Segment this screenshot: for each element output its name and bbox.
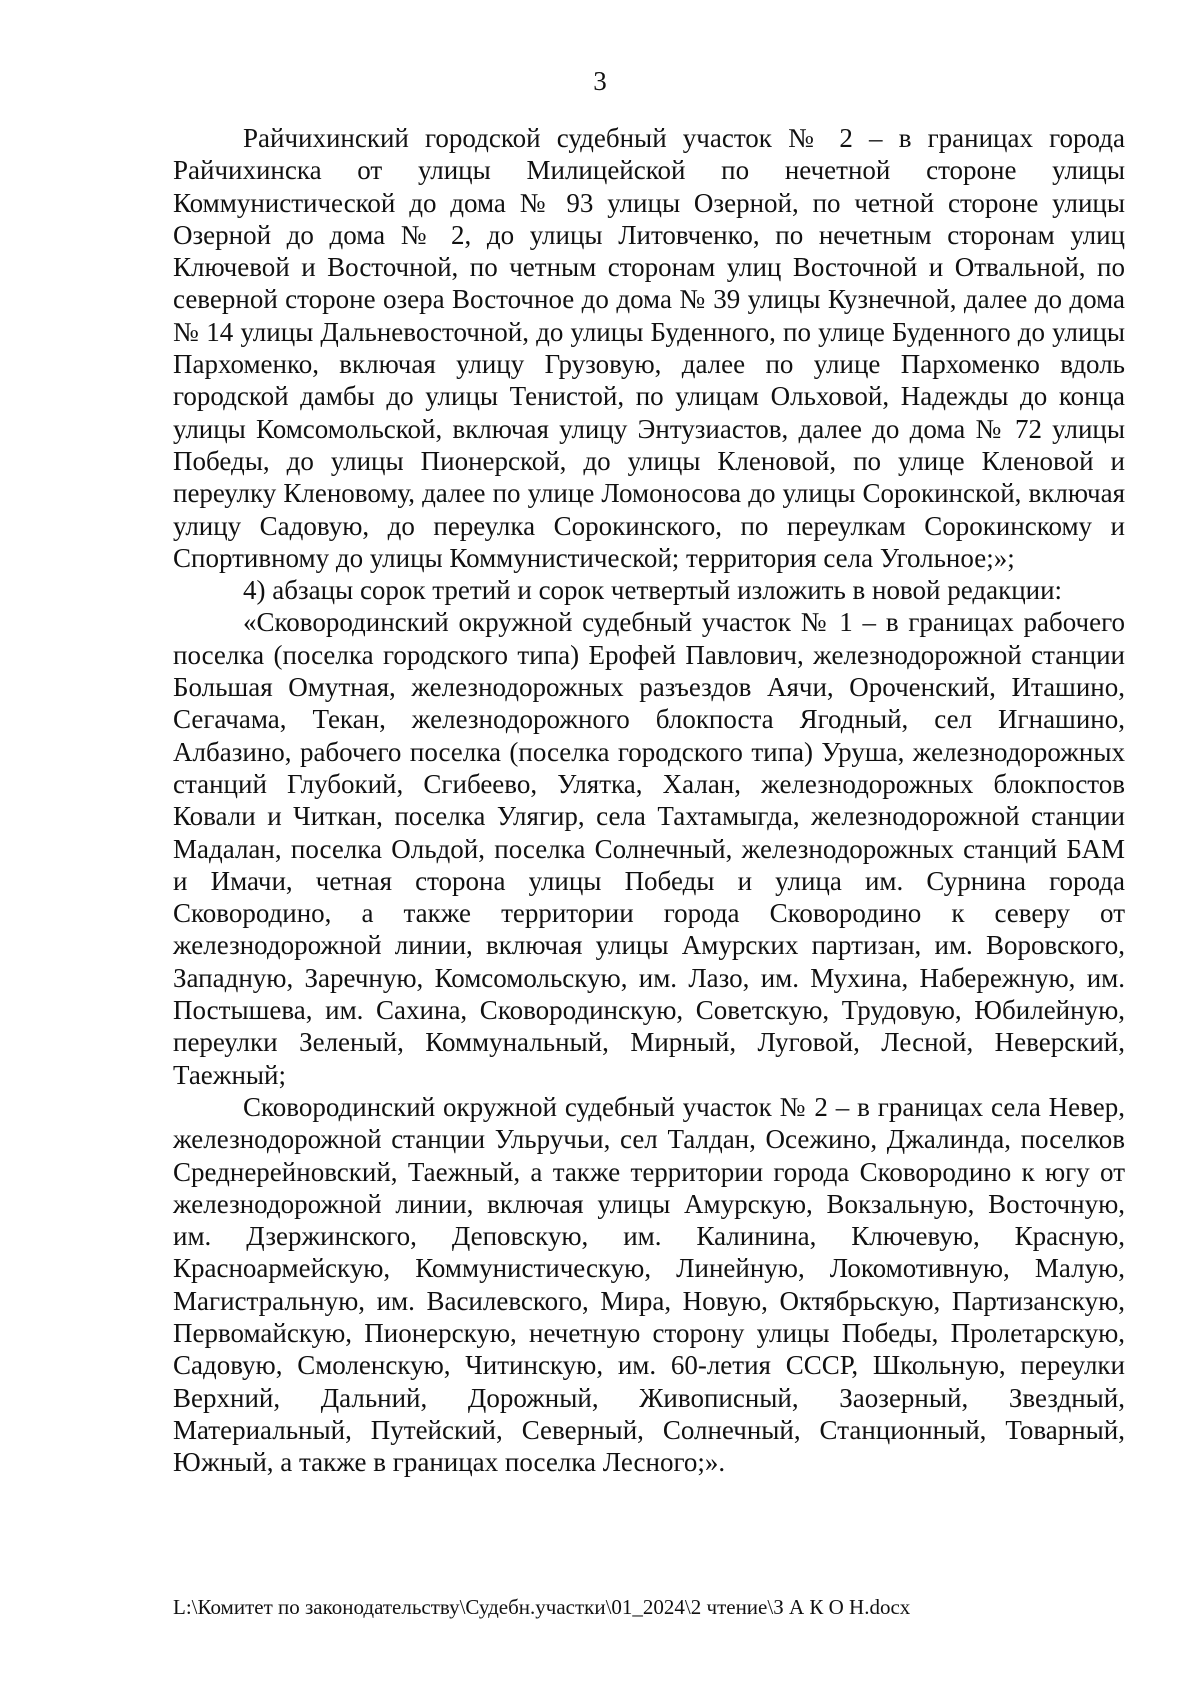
document-body <box>173 122 1125 1478</box>
paragraph-raichikhinsk-district-2: Райчихинский городской судебный участок № 2 – в границах города Райчихинска от улицы Милицейской по нечетной стороне улицы Коммунистической до дома № 93 улицы Озерной, по четной стороне улицы Озерной до дома № 2, до улицы Литовченко, по нечетным сторонам улиц Ключевой и Восточной, по четным сторонам улиц Восточной и Отвальной, по северной стороне озера Восточное до дома № 39 улицы Кузнечной, далее до дома № 14 улицы Дальневосточной, до улицы Буденного, по улице Буденного до улицы Пархоменко, включая улицу Грузовую, далее по улице Пархоменко вдоль городской дамбы до улицы Тенистой, по улицам Ольховой, Надежды до конца улицы Комсомольской, включая улицу Энтузиастов, далее до дома № 72 улицы Победы, до улицы Пионерской, до улицы Кленовой, по улице Кленовой и переулку Кленовому, далее по улице Ломоносова до улицы Сорокинской, включая улицу Садовую, до переулка Сорокинского, по переулкам Сорокинскому и Спортивному до улицы Коммунистической; территория села Угольное;»; <box>173 123 1125 573</box>
file-path-footer: L:\Комитет по законодательству\Судебн.участки\01_2024\2 чтение\З А К О Н.docx <box>173 1595 911 1619</box>
paragraph-skovorodino-district-2: Сковородинский окружной судебный участок № 2 – в границах села Невер, железнодорожной станции Ульручьи, сел Талдан, Осежино, Джалинда, поселков Среднерейновский, Таежный, а также территории города Сковородино к югу от железнодорожной линии, включая улицы Амурскую, Вокзальную, Восточную, им. Дзержинского, Деповскую, им. Калинина, Ключевую, Красную, Красноармейскую, Коммунистическую, Линейную, Локомотивную, Малую, Магистральную, им. Василевского, Мира, Новую, Октябрьскую, Партизанскую, Первомайскую, Пионерскую, нечетную сторону улицы Победы, Пролетарскую, Садовую, Смоленскую, Читинскую, им. 60-летия СССР, Школьную, переулки Верхний, Дальний, Дорожный, Живописный, Заозерный, Звездный, Материальный, Путейский, Северный, Солнечный, Станционный, Товарный, Южный, а также в границах поселка Лесного;». <box>173 1091 1125 1478</box>
page-number: 3 <box>593 66 607 96</box>
paragraph-skovorodino-district-1: «Сковородинский окружной судебный участок № 1 – в границах рабочего поселка (поселка городского типа) Ерофей Павлович, железнодорожной станции Большая Омутная, железнодорожных разъездов Аячи, Ороченский, Иташино, Сегачама, Текан, железнодорожного блокпоста Ягодный, сел Игнашино, Албазино, рабочего поселка (поселка городского типа) Уруша, железнодорожных станций Глубокий, Сгибеево, Улятка, Халан, железнодорожных блокпостов Ковали и Читкан, поселка Улягир, села Тахтамыгда, железнодорожной станции Мадалан, поселка Ольдой, поселка Солнечный, железнодорожных станций БАМ и Имачи, четная сторона улицы Победы и улица им. Сурнина города Сковородино, а также территории города Сковородино к северу от железнодорожной линии, включая улицы Амурских партизан, им. Воровского, Западную, Заречную, Комсомольскую, им. Лазо, им. Мухина, Набережную, им. Постышева, им. Сахина, Сковородинскую, Советскую, Трудовую, Юбилейную, переулки Зеленый, Коммунальный, Мирный, Луговой, Лесной, Неверский, Таежный; <box>173 607 1125 1090</box>
paragraph-amendment-instruction: 4) абзацы сорок третий и сорок четвертый изложить в новой редакции: <box>243 575 1063 606</box>
